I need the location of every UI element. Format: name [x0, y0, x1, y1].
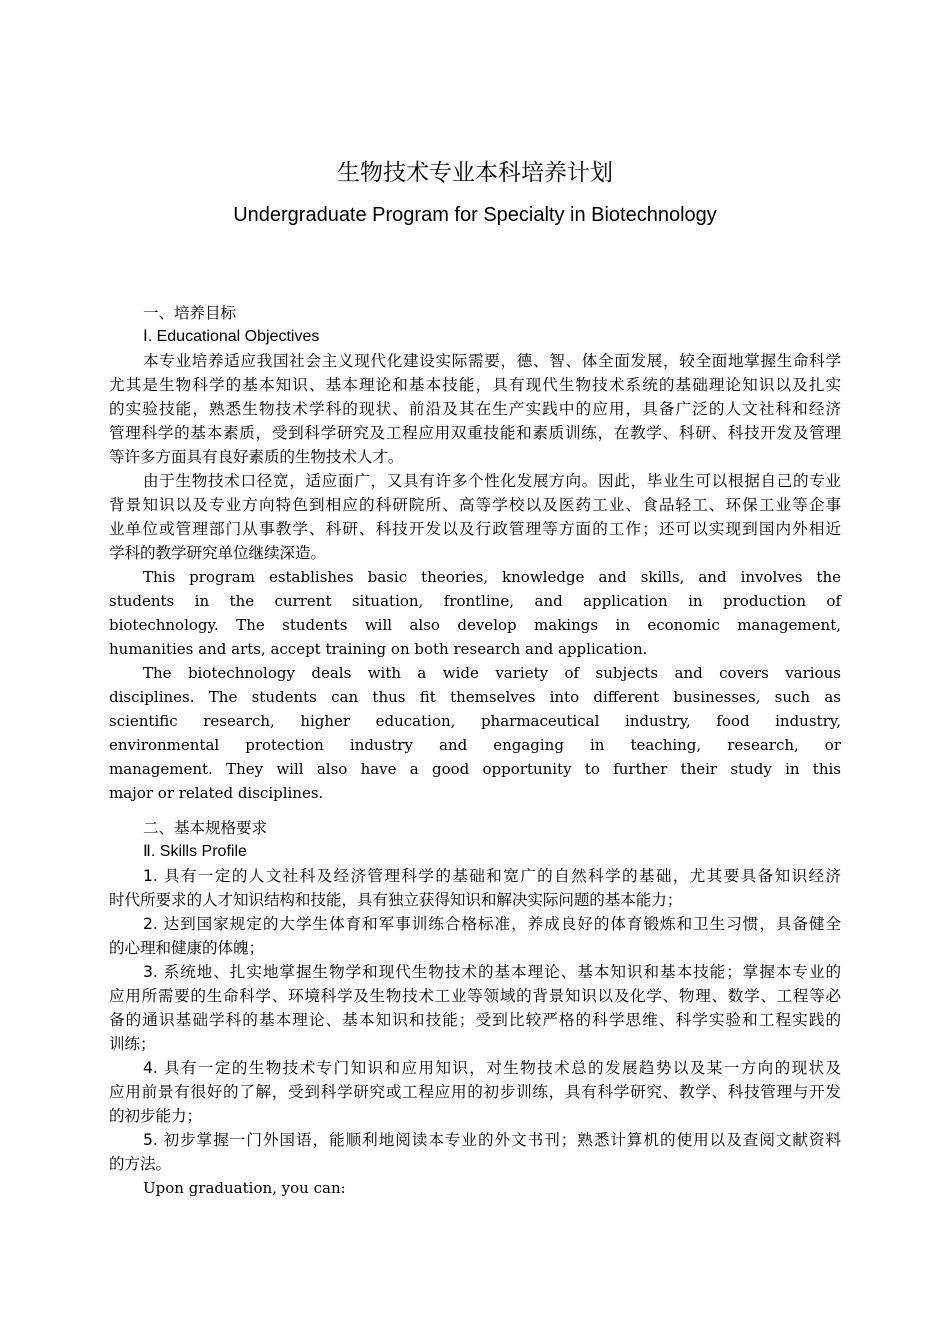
paragraph [109, 960, 841, 1056]
section-educational-objectives [109, 301, 841, 805]
paragraph-line: 训练； [109, 1035, 156, 1053]
paragraph-line: 的初步能力； [109, 1107, 202, 1125]
section-heading-en: Ⅱ. Skills Profile [143, 843, 247, 860]
paragraph-line: 业单位或管理部门从事教学、科研、科技开发以及行政管理等方面的工作；还可以实现到国内外相近 [109, 520, 841, 538]
paragraph-line: 2. 达到国家规定的大学生体育和军事训练合格标准，养成良好的体育锻炼和卫生习惯，具备健全 [143, 915, 841, 933]
paragraph-line: 4. 具有一定的生物技术专门知识和应用知识，对生物技术总的发展趋势以及某一方向的现状及 [143, 1059, 841, 1077]
paragraph-line: humanities and arts, accept training on both research and application. [109, 640, 648, 658]
section-skills-profile [109, 816, 841, 1200]
paragraph [109, 565, 841, 661]
paragraph-line: 的实验技能，熟悉生物技术学科的现状、前沿及其在生产实践中的应用，具备广泛的人文社科和经济 [109, 400, 841, 418]
paragraph-line: 由于生物技术口径宽，适应面广，又具有许多个性化发展方向。因此，毕业生可以根据自己的专业 [143, 472, 841, 490]
paragraph-line: management. They will also have a good opportunity to further their study in this [109, 760, 841, 778]
paragraph [109, 1128, 841, 1176]
paragraph-line: 的心理和健康的体魄； [109, 939, 264, 957]
paragraph-line: 应用前景有很好的了解，受到科学研究或工程应用的初步训练，具有科学研究、教学、科技管理与开发 [109, 1083, 841, 1101]
paragraph-line: major or related disciplines. [109, 784, 324, 802]
paragraph-line: 备的通识基础学科的基本理论、基本知识和技能；受到比较严格的科学思维、科学实验和工程实践的 [109, 1011, 841, 1029]
paragraph-line: biotechnology. The students will also develop makings in economic management, [109, 616, 841, 634]
paragraph-line: This program establishes basic theories, knowledge and skills, and involves the [143, 568, 841, 586]
paragraph [109, 864, 841, 912]
closing-line: Upon graduation, you can: [143, 1179, 346, 1197]
paragraph [109, 469, 841, 565]
paragraph-line: 3. 系统地、扎实地掌握生物学和现代生物技术的基本理论、基本知识和基本技能；掌握本专业的 [143, 963, 841, 981]
paragraph [109, 661, 841, 805]
paragraph-line: 等许多方面具有良好素质的生物技术人才。 [109, 448, 404, 466]
document-subtitle: Undergraduate Program for Specialty in Biotechnology [233, 204, 717, 226]
paragraph-line: scientific research, higher education, pharmaceutical industry, food industry, [109, 712, 841, 730]
paragraph-line: 尤其是生物科学的基本知识、基本理论和基本技能，具有现代生物技术系统的基础理论知识以及扎实 [109, 376, 841, 394]
paragraph-line: students in the current situation, frontline, and application in production of [109, 592, 841, 610]
section-heading-cn: 二、基本规格要求 [143, 819, 267, 837]
paragraph-line: 的方法。 [109, 1155, 171, 1173]
paragraph [109, 912, 841, 960]
section-heading-en: Ⅰ. Educational Objectives [143, 328, 320, 345]
paragraph-line: 管理科学的基本素质，受到科学研究及工程应用双重技能和素质训练，在教学、科研、科技开发及管理 [109, 424, 841, 442]
paragraph-line: 时代所要求的人才知识结构和技能，具有独立获得知识和解决实际问题的基本能力； [109, 891, 683, 909]
paragraph [109, 1056, 841, 1128]
paragraph-line: The biotechnology deals with a wide variety of subjects and covers various [143, 664, 841, 682]
paragraph-line: 学科的教学研究单位继续深造。 [109, 544, 326, 562]
paragraph-line: 应用所需要的生命科学、环境科学及生物技术工业等领域的背景知识以及化学、物理、数学、工程等必 [109, 987, 841, 1005]
paragraph [109, 349, 841, 469]
paragraph-line: 本专业培养适应我国社会主义现代化建设实际需要，德、智、体全面发展，较全面地掌握生命科学 [143, 352, 841, 370]
section-heading-cn: 一、培养目标 [143, 304, 236, 322]
paragraph-line: 5. 初步掌握一门外国语，能顺利地阅读本专业的外文书刊；熟悉计算机的使用以及查阅文献资料 [143, 1131, 841, 1149]
paragraph-line: disciplines. The students can thus fit themselves into different businesses, such as [109, 688, 841, 706]
paragraph-line: environmental protection industry and engaging in teaching, research, or [109, 736, 841, 754]
paragraph-line: 背景知识以及专业方向特色到相应的科研院所、高等学校以及医药工业、食品轻工、环保工业等企事 [109, 496, 841, 514]
document-title: 生物技术专业本科培养计划 [337, 159, 613, 185]
paragraph-line: 1. 具有一定的人文社科及经济管理科学的基础和宽广的自然科学的基础，尤其要具备知识经济 [143, 867, 841, 885]
